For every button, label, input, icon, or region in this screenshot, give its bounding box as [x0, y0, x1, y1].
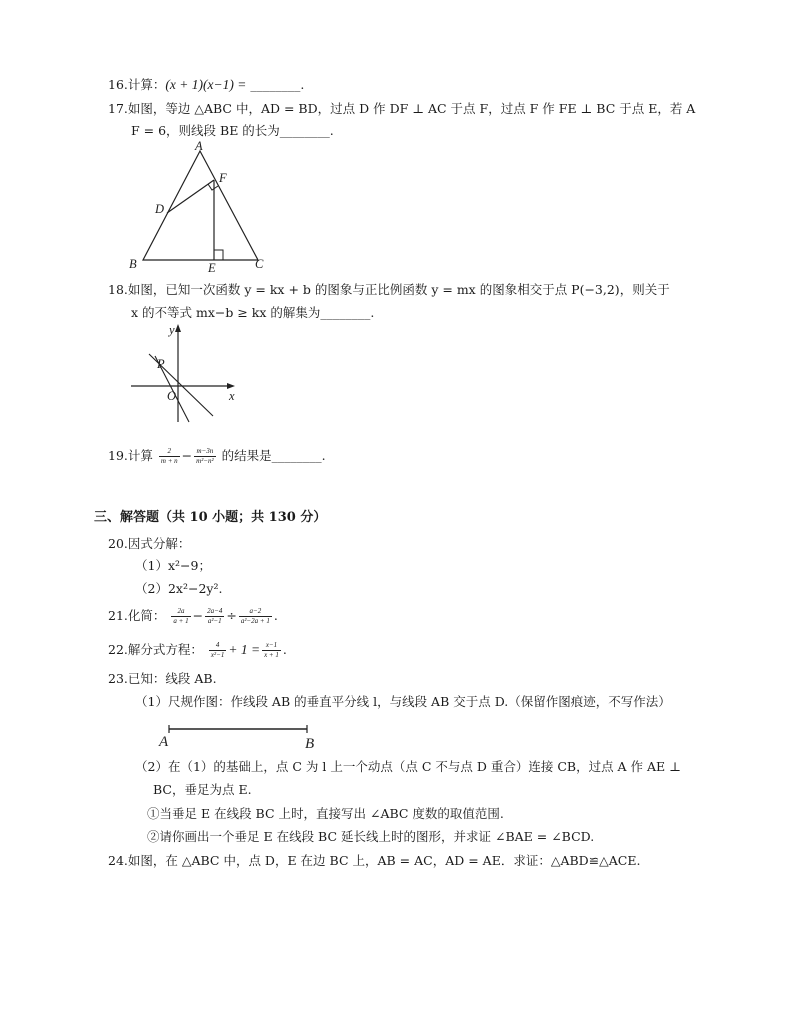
label-c: C: [255, 257, 264, 271]
label-b: B: [305, 736, 315, 752]
q19-fraction-1: $\frac{2}{m + n}$: [160, 447, 178, 465]
q16-expression: (x + 1)(x−1) =: [165, 77, 247, 92]
question-21: [108, 604, 278, 628]
q17-text-line1: 如图，等边 △ABC 中，AD = BD，过点 D 作 DF ⊥ AC 于点 F，过点 F 作 FE ⊥ BC 于点 E，若 A: [127, 101, 696, 116]
q21-operator-2: ÷: [226, 608, 237, 623]
question-24: [108, 852, 640, 870]
section-3-title: 三、解答题（共 10 小题；共 130 分）: [94, 510, 327, 525]
question-16: [108, 76, 304, 94]
q16-end: .: [300, 77, 305, 92]
q23-part-1: （1）尺规作图：作线段 AB 的垂直平分线 l，与线段 AB 交于点 D.（保留作图痕迹，不写作法）: [135, 694, 671, 709]
question-20: [108, 535, 190, 553]
q20-title: 因式分解：: [127, 536, 191, 551]
label-a: A: [195, 140, 203, 153]
q17-text-line2: F = 6，则线段 BE 的长为________.: [131, 123, 334, 138]
q23-number: 23.: [108, 671, 128, 686]
question-23: [108, 670, 217, 688]
q18-number: 18.: [108, 282, 128, 297]
q23-sub-1: ①当垂足 E 在线段 BC 上时，直接写出 ∠ABC 度数的取值范围.: [147, 806, 504, 821]
q22-fraction-1: $\frac{4}{\text{x²−1}}$: [210, 641, 225, 659]
q21-end: .: [273, 608, 278, 623]
q23-sub-2: ②请你画出一个垂足 E 在线段 BC 延长线上时的图形，并求证 ∠BAE = ∠BCD.: [147, 829, 595, 844]
q21-fraction-1: $\frac{2a}{a + 1}$: [173, 607, 189, 625]
label-a: A: [159, 734, 169, 750]
q24-text: 如图，在 △ABC 中，点 D，E 在边 BC 上，AB = AC，AD = AE．求证：△ABD≌△ACE.: [127, 853, 641, 868]
label-x: x: [229, 389, 235, 403]
q19-prefix: 计算: [127, 448, 153, 463]
question-18-line1: [108, 281, 670, 299]
q21-prefix: 化简：: [127, 608, 166, 623]
label-p: P: [157, 357, 165, 371]
label-e: E: [208, 261, 216, 275]
q21-operator-1: −: [192, 608, 204, 623]
q20-part-2: （2）2x²−2y².: [135, 581, 223, 596]
q21-fraction-3: $\frac{a-2}{\text{a²−2a + 1}}$: [240, 607, 270, 625]
label-o: O: [167, 389, 177, 403]
q20-part-1: （1）x²−9；: [135, 558, 211, 573]
q23-part-2-line2: BC，垂足为点 E.: [153, 782, 252, 797]
segment-df: [167, 180, 214, 213]
y-axis-arrow-icon: [175, 324, 181, 332]
q18-text-line2: x 的不等式 mx−b ≥ kx 的解集为________.: [131, 305, 375, 320]
q23-part-2-line1: （2）在（1）的基础上，点 C 为 l 上一个动点（点 C 不与点 D 重合）连接 CB，过点 A 作 AE ⊥: [135, 759, 681, 774]
q16-answer-blank[interactable]: ________: [250, 77, 301, 92]
q19-suffix: 的结果是________.: [221, 448, 326, 463]
q16-number: 16.: [108, 77, 128, 92]
q19-number: 19.: [108, 448, 128, 463]
right-angle-mark-e: [214, 250, 223, 260]
question-17-line1: [108, 100, 695, 118]
q19-fraction-2: $\frac{m-3n}{\text{m²−n²}}$: [196, 447, 214, 465]
question-19: [108, 444, 326, 468]
q18-graph-figure: [125, 318, 245, 428]
question-22: [108, 638, 287, 662]
label-y: y: [169, 323, 175, 337]
q23-title: 已知：线段 AB.: [127, 671, 217, 686]
q17-number: 17.: [108, 101, 128, 116]
q19-operator: −: [181, 448, 193, 463]
label-d: D: [155, 202, 165, 216]
q22-number: 22.: [108, 642, 128, 657]
q17-triangle-figure: [125, 140, 275, 280]
q22-prefix: 解分式方程：: [127, 642, 203, 657]
q23-segment-figure: [155, 720, 325, 754]
q20-number: 20.: [108, 536, 128, 551]
q22-fraction-2: $\frac{x-1}{x + 1}$: [264, 641, 279, 659]
q22-end: .: [282, 642, 287, 657]
q18-text-line1: 如图，已知一次函数 y = kx + b 的图象与正比例函数 y = mx 的图象相交于点 P(−3,2)，则关于: [127, 282, 670, 297]
label-b: B: [129, 257, 137, 271]
right-angle-mark-f: [208, 184, 218, 190]
q24-number: 24.: [108, 853, 128, 868]
label-f: F: [219, 171, 227, 185]
question-17-line2: [131, 122, 334, 140]
q21-number: 21.: [108, 608, 128, 623]
q22-middle: + 1 =: [228, 642, 261, 657]
q21-fraction-2: $\frac{2a-4}{\text{a²−1}}$: [207, 607, 223, 625]
q16-prefix: 计算：: [127, 77, 166, 92]
